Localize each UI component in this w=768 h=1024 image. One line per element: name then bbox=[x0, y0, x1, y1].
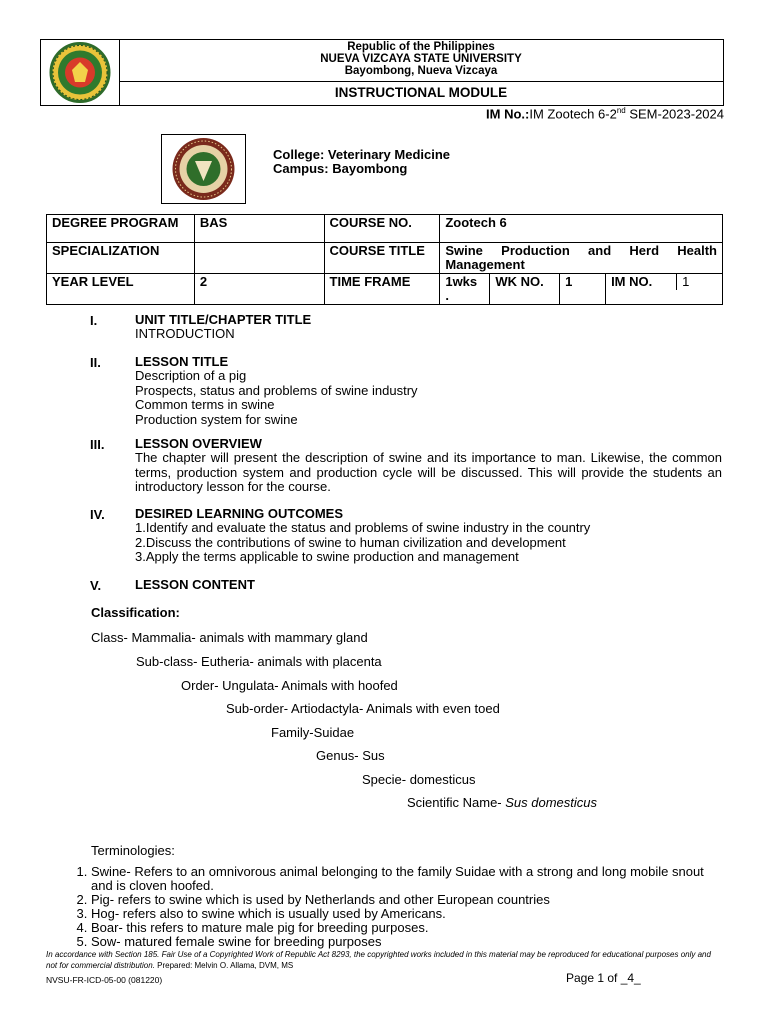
list-item: 3.Apply the terms applicable to swine production and management bbox=[135, 549, 519, 565]
list-item: 2.Discuss the contributions of swine to human civilization and development bbox=[135, 534, 566, 550]
section-5-number: V. bbox=[90, 578, 102, 593]
specialization-label: SPECIALIZATION bbox=[47, 243, 195, 274]
list-item: 3. Hog- refers also to swine which is usually used by Americans. bbox=[91, 907, 726, 921]
section-4-number: IV. bbox=[90, 507, 105, 522]
list-item: Prospects, status and problems of swine industry bbox=[135, 382, 418, 398]
time-frame-value bbox=[440, 274, 490, 305]
campus-line: Campus: Bayombong bbox=[273, 161, 408, 176]
section-4 bbox=[135, 507, 722, 565]
course-no-value: Zootech 6 bbox=[440, 215, 723, 243]
section-2-number: II. bbox=[90, 355, 101, 370]
section-5-heading bbox=[135, 578, 722, 592]
specialization-value bbox=[194, 243, 324, 274]
list-item: 5. Sow- matured female swine for breeding purposes bbox=[91, 935, 726, 949]
table-row bbox=[47, 215, 723, 243]
wk-label: WK NO. bbox=[490, 274, 560, 305]
section-1 bbox=[135, 313, 722, 342]
time-frame-dot: . bbox=[445, 288, 449, 303]
section-4-heading: DESIRED LEARNING OUTCOMES bbox=[135, 506, 344, 521]
section-3-heading: LESSON OVERVIEW bbox=[135, 436, 262, 451]
im-number-value: IM Zootech 6-2 bbox=[529, 106, 617, 122]
class-line: Class- Mammalia- animals with mammary gland bbox=[91, 630, 368, 645]
list-item: 2. Pig- refers to swine which is used by Netherlands and other European countries bbox=[91, 893, 726, 907]
module-title: INSTRUCTIONAL MODULE bbox=[334, 85, 508, 100]
course-title-line1: Swine Production and Herd Health bbox=[445, 243, 717, 258]
time-frame-text: 1wks bbox=[445, 274, 478, 289]
order-line: Order- Ungulata- Animals with hoofed bbox=[181, 678, 398, 693]
list-item: 4. Boar- this refers to mature male pig for breeding purposes. bbox=[91, 921, 726, 935]
scientific-name-line bbox=[407, 795, 597, 810]
degree-label: DEGREE PROGRAM bbox=[47, 215, 195, 243]
list-item: Description of a pig bbox=[135, 368, 247, 384]
section-3-text: The chapter will present the description of swine and its importance to man. Likewise, the common terms, production system and production cycle will be discussed. This will provide the students an introductory lesson for the course. bbox=[135, 450, 722, 495]
time-frame-label: TIME FRAME bbox=[324, 274, 440, 305]
specie-line: Specie- domesticus bbox=[362, 772, 476, 787]
classification-heading: Classification: bbox=[91, 605, 180, 620]
course-title-label: COURSE TITLE bbox=[324, 243, 440, 274]
im-number-label: IM No.: bbox=[486, 106, 530, 122]
im-number-sup: nd bbox=[616, 106, 626, 115]
copyright-note bbox=[46, 949, 724, 971]
section-1-text: INTRODUCTION bbox=[135, 326, 235, 342]
college-seal-icon bbox=[162, 135, 245, 203]
list-item: Production system for swine bbox=[135, 411, 298, 427]
course-info-table bbox=[46, 214, 723, 305]
course-no-label: COURSE NO. bbox=[324, 215, 440, 243]
suborder-line: Sub-order- Artiodactyla- Animals with even toed bbox=[226, 701, 500, 716]
imno-value: 1 bbox=[682, 274, 690, 289]
header-republic: Republic of the Philippines bbox=[347, 41, 495, 53]
section-2-heading: LESSON TITLE bbox=[135, 354, 229, 369]
im-number bbox=[486, 106, 724, 121]
terminologies-heading: Terminologies: bbox=[91, 843, 175, 858]
prepared-by: Prepared: Melvin O. Allama, DVM, MS bbox=[154, 961, 294, 970]
section-2 bbox=[135, 355, 722, 427]
list-item: 1. Swine- Refers to an omnivorous animal belonging to the family Suidae with a strong and long mobile snout and is cloven hoofed. bbox=[91, 865, 726, 893]
college-campus-block bbox=[273, 148, 450, 176]
course-title-value bbox=[440, 243, 723, 274]
course-title-line2: Management bbox=[445, 257, 525, 272]
section-3 bbox=[135, 437, 722, 495]
terminologies-list bbox=[46, 865, 726, 949]
section-1-number: I. bbox=[90, 313, 98, 328]
wk-value: 1 bbox=[560, 274, 606, 305]
imno-label: IM NO. bbox=[606, 274, 677, 290]
year-label: YEAR LEVEL bbox=[47, 274, 195, 305]
header-university-name: NUEVA VIZCAYA STATE UNIVERSITY bbox=[320, 53, 522, 65]
section-5-heading-text: LESSON CONTENT bbox=[135, 577, 255, 592]
list-item: Common terms in swine bbox=[135, 397, 275, 413]
header-location: Bayombong, Nueva Vizcaya bbox=[344, 65, 498, 77]
section-3-number: III. bbox=[90, 437, 105, 452]
college-logo-box bbox=[161, 134, 246, 204]
list-item: 1.Identify and evaluate the status and problems of swine industry in the country bbox=[135, 520, 591, 536]
form-code: NVSU-FR-ICD-05-00 (081220) bbox=[46, 975, 163, 985]
table-row bbox=[47, 243, 723, 274]
header-university-block bbox=[119, 40, 723, 82]
scientific-name-label: Scientific Name- bbox=[407, 795, 506, 810]
imno-cell bbox=[606, 274, 723, 305]
university-seal-icon bbox=[41, 40, 119, 105]
subclass-line: Sub-class- Eutheria- animals with placenta bbox=[136, 654, 382, 669]
scientific-name-value: Sus domesticus bbox=[505, 795, 598, 810]
degree-value: BAS bbox=[194, 215, 324, 243]
section-1-heading: UNIT TITLE/CHAPTER TITLE bbox=[135, 312, 312, 327]
year-value: 2 bbox=[194, 274, 324, 305]
document-header bbox=[40, 39, 724, 106]
college-line: College: Veterinary Medicine bbox=[273, 147, 451, 162]
im-number-sem: SEM-2023-2024 bbox=[625, 106, 724, 122]
family-line: Family-Suidae bbox=[271, 725, 355, 740]
university-logo-cell bbox=[41, 40, 120, 105]
table-row bbox=[47, 274, 723, 305]
genus-line: Genus- Sus bbox=[316, 748, 385, 763]
copyright-text: In accordance with Section 185. Fair Use of a Copyrighted Work of Republic Act 8293, the copyrighted works included in this material may be reproduced for educational purposes only and not for commercial distribution. bbox=[46, 950, 711, 970]
page-number: Page 1 of _4_ bbox=[566, 971, 641, 985]
